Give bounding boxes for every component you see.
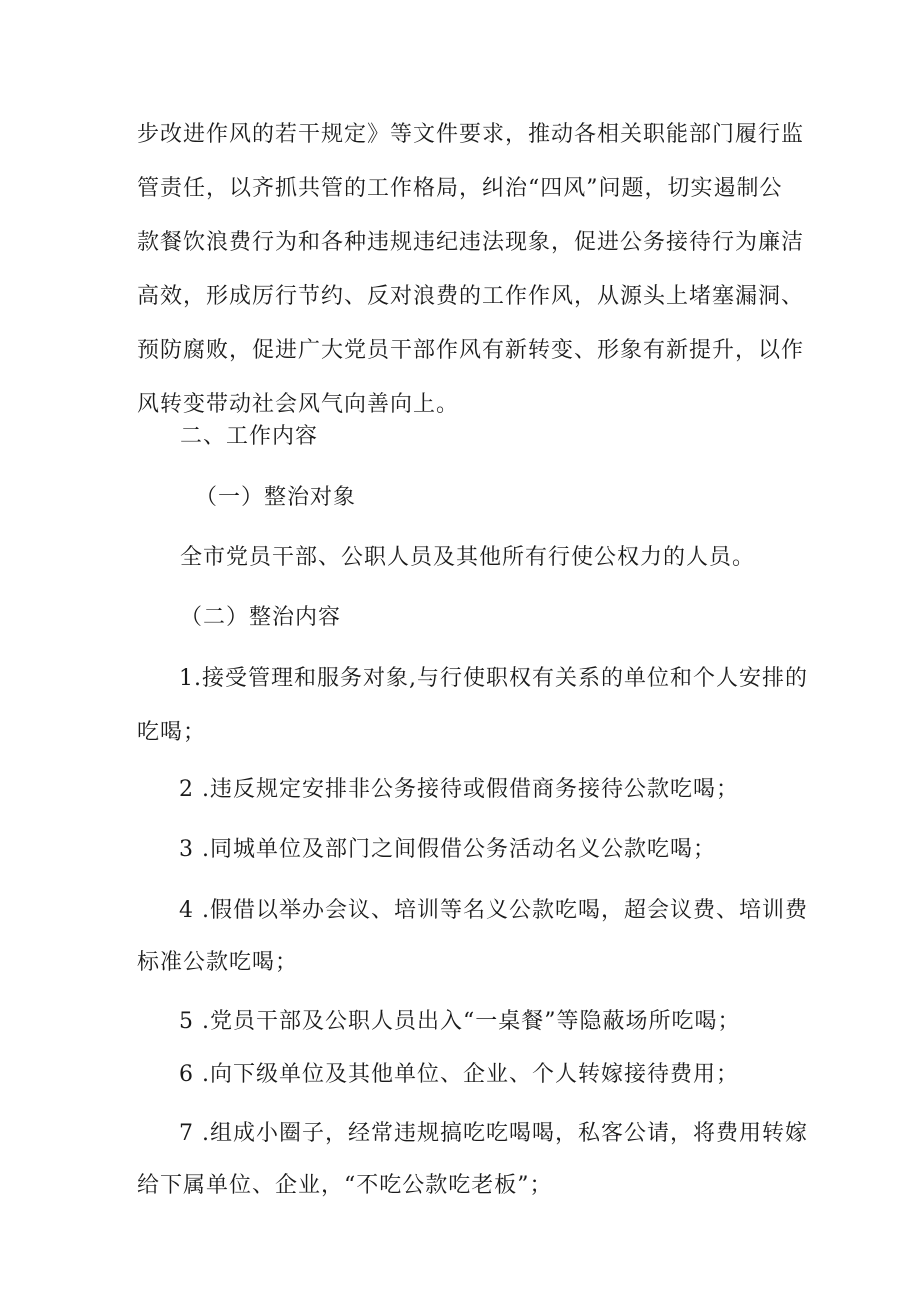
list-item-line: 6 .向下级单位及其他单位、企业、个人转嫁接待费用； — [179, 1062, 739, 1087]
section-heading-text: 二、工作内容 — [180, 424, 319, 449]
subsection-heading-text: （一）整治对象 — [195, 485, 357, 510]
list-item-line: 给下属单位、企业，“不吃公款吃老板”； — [137, 1173, 553, 1198]
list-item — [137, 829, 797, 871]
intro-paragraph — [137, 114, 805, 426]
list-item-line: 4 .假借以举办会议、培训等名义公款吃喝，超会议费、培训费 — [179, 898, 808, 923]
subsection-heading — [195, 477, 855, 519]
list-item-line: 5 .党员干部及公职人员出入“一桌餐”等隐蔽场所吃喝； — [179, 1009, 741, 1034]
list-item — [137, 1001, 797, 1043]
section-heading — [180, 416, 840, 458]
list-item-line: 2 .违反规定安排非公务接待或假借商务接待公款吃喝； — [179, 777, 739, 802]
intro-line: 管责任，以齐抓共管的工作格局，纠治“四风”问题，切实遏制公 — [137, 176, 783, 201]
list-item-line: 7 .组成小圈子，经常违规搞吃吃喝喝，私客公请，将费用转嫁 — [179, 1121, 808, 1146]
list-item — [137, 658, 808, 754]
subsection-heading-text: （二）整治内容 — [180, 605, 342, 630]
intro-line: 步改进作风的若干规定》等文件要求，推动各相关职能部门履行监 — [137, 122, 805, 147]
intro-line: 风转变带动社会风气向善向上。 — [137, 392, 460, 417]
intro-line: 高效，形成厉行节约、反对浪费的工作作风，从源头上堵塞漏洞、 — [137, 284, 805, 309]
subsection-paragraph — [180, 537, 840, 579]
list-item-line: 3 .同城单位及部门之间假借公务活动名义公款吃喝； — [179, 837, 716, 862]
list-item-line: 1.接受管理和服务对象,与行使职权有关系的单位和个人安排的 — [179, 666, 808, 691]
list-item — [137, 890, 808, 984]
list-item-line: 吃喝； — [137, 720, 207, 745]
list-item — [137, 1113, 808, 1207]
list-item — [137, 769, 797, 811]
intro-line: 款餐饮浪费行为和各种违规违纪违法现象，促进公务接待行为廉洁 — [137, 230, 805, 255]
list-item — [137, 1054, 797, 1096]
subsection-heading — [180, 597, 840, 639]
intro-line: 预防腐败，促进广大党员干部作风有新转变、形象有新提升，以作 — [137, 338, 805, 363]
list-item-line: 标准公款吃喝； — [137, 950, 299, 975]
subsection-paragraph-text: 全市党员干部、公职人员及其他所有行使公权力的人员。 — [180, 545, 756, 570]
